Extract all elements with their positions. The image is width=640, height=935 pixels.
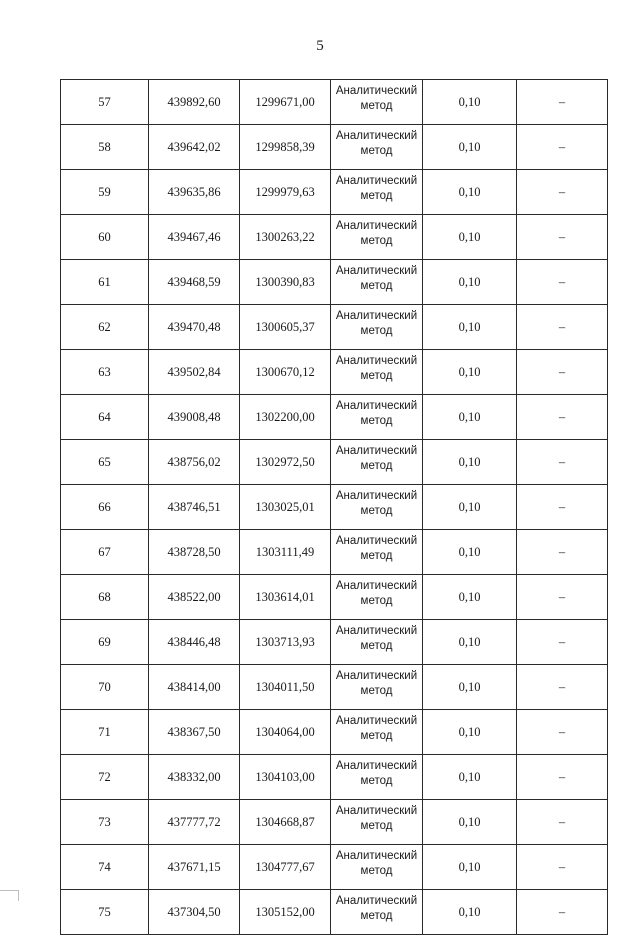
accuracy-cell: 0,10 (423, 800, 517, 845)
accuracy-cell: 0,10 (423, 890, 517, 935)
method-line-1: Аналитический (335, 355, 418, 367)
x-coordinate-cell: 438728,50 (149, 530, 240, 575)
point-number-cell: 75 (61, 890, 149, 935)
accuracy-cell: 0,10 (423, 845, 517, 890)
table-row (61, 395, 608, 440)
accuracy-cell: 0,10 (423, 170, 517, 215)
y-coordinate-cell: 1302972,50 (240, 440, 331, 485)
accuracy-cell: 0,10 (423, 125, 517, 170)
accuracy-cell: 0,10 (423, 575, 517, 620)
method-line-1: Аналитический (335, 265, 418, 277)
point-number-cell: 74 (61, 845, 149, 890)
note-cell: – (517, 215, 608, 260)
method-line-2: метод (360, 730, 393, 742)
method-line-1: Аналитический (335, 310, 418, 322)
point-number-cell: 57 (61, 80, 149, 125)
point-number-cell: 60 (61, 215, 149, 260)
note-cell: – (517, 890, 608, 935)
x-coordinate-cell: 439468,59 (149, 260, 240, 305)
method-line-1: Аналитический (335, 445, 418, 457)
x-coordinate-cell: 438522,00 (149, 575, 240, 620)
note-cell: – (517, 350, 608, 395)
x-coordinate-cell: 439502,84 (149, 350, 240, 395)
note-cell: – (517, 665, 608, 710)
accuracy-cell: 0,10 (423, 395, 517, 440)
y-coordinate-cell: 1302200,00 (240, 395, 331, 440)
method-line-2: метод (360, 460, 393, 472)
table-row (61, 575, 608, 620)
accuracy-cell: 0,10 (423, 755, 517, 800)
point-number-cell: 73 (61, 800, 149, 845)
method-cell (331, 350, 423, 395)
y-coordinate-cell: 1300263,22 (240, 215, 331, 260)
table-row (61, 170, 608, 215)
method-cell (331, 440, 423, 485)
method-cell (331, 755, 423, 800)
coordinates-table (60, 79, 608, 935)
x-coordinate-cell: 437304,50 (149, 890, 240, 935)
coordinates-table-body (61, 80, 608, 935)
point-number-cell: 68 (61, 575, 149, 620)
table-row (61, 80, 608, 125)
accuracy-cell: 0,10 (423, 305, 517, 350)
note-cell: – (517, 125, 608, 170)
point-number-cell: 62 (61, 305, 149, 350)
method-line-2: метод (360, 235, 393, 247)
method-line-1: Аналитический (335, 670, 418, 682)
x-coordinate-cell: 438332,00 (149, 755, 240, 800)
point-number-cell: 58 (61, 125, 149, 170)
y-coordinate-cell: 1300605,37 (240, 305, 331, 350)
method-cell (331, 485, 423, 530)
y-coordinate-cell: 1303111,49 (240, 530, 331, 575)
page-number: 5 (316, 38, 324, 54)
point-number-cell: 69 (61, 620, 149, 665)
accuracy-cell: 0,10 (423, 260, 517, 305)
table-row (61, 710, 608, 755)
accuracy-cell: 0,10 (423, 215, 517, 260)
note-cell: – (517, 575, 608, 620)
y-coordinate-cell: 1300670,12 (240, 350, 331, 395)
method-cell (331, 215, 423, 260)
note-cell: – (517, 485, 608, 530)
table-row (61, 440, 608, 485)
accuracy-cell: 0,10 (423, 80, 517, 125)
note-cell: – (517, 710, 608, 755)
x-coordinate-cell: 438367,50 (149, 710, 240, 755)
x-coordinate-cell: 438446,48 (149, 620, 240, 665)
table-row (61, 755, 608, 800)
method-cell (331, 710, 423, 755)
note-cell: – (517, 80, 608, 125)
y-coordinate-cell: 1300390,83 (240, 260, 331, 305)
method-line-1: Аналитический (335, 625, 418, 637)
note-cell: – (517, 845, 608, 890)
note-cell: – (517, 800, 608, 845)
y-coordinate-cell: 1304668,87 (240, 800, 331, 845)
method-line-1: Аналитический (335, 490, 418, 502)
method-line-1: Аналитический (335, 535, 418, 547)
table-row (61, 530, 608, 575)
method-line-2: метод (360, 325, 393, 337)
note-cell: – (517, 305, 608, 350)
method-cell (331, 395, 423, 440)
point-number-cell: 66 (61, 485, 149, 530)
method-line-2: метод (360, 865, 393, 877)
method-line-2: метод (360, 685, 393, 697)
method-line-1: Аналитический (335, 220, 418, 232)
method-line-2: метод (360, 370, 393, 382)
method-line-1: Аналитический (335, 130, 418, 142)
table-row (61, 800, 608, 845)
method-line-1: Аналитический (335, 580, 418, 592)
x-coordinate-cell: 437671,15 (149, 845, 240, 890)
table-row (61, 125, 608, 170)
y-coordinate-cell: 1304064,00 (240, 710, 331, 755)
accuracy-cell: 0,10 (423, 710, 517, 755)
y-coordinate-cell: 1303614,01 (240, 575, 331, 620)
table-row (61, 620, 608, 665)
method-cell (331, 620, 423, 665)
x-coordinate-cell: 439467,46 (149, 215, 240, 260)
point-number-cell: 64 (61, 395, 149, 440)
table-row (61, 665, 608, 710)
method-line-2: метод (360, 145, 393, 157)
method-line-2: метод (360, 280, 393, 292)
y-coordinate-cell: 1304777,67 (240, 845, 331, 890)
y-coordinate-cell: 1304011,50 (240, 665, 331, 710)
method-cell (331, 125, 423, 170)
table-row (61, 350, 608, 395)
x-coordinate-cell: 439892,60 (149, 80, 240, 125)
x-coordinate-cell: 439008,48 (149, 395, 240, 440)
y-coordinate-cell: 1299671,00 (240, 80, 331, 125)
method-line-1: Аналитический (335, 85, 418, 97)
method-line-2: метод (360, 910, 393, 922)
accuracy-cell: 0,10 (423, 440, 517, 485)
method-line-2: метод (360, 505, 393, 517)
method-line-1: Аналитический (335, 760, 418, 772)
table-row (61, 890, 608, 935)
point-number-cell: 63 (61, 350, 149, 395)
method-line-2: метод (360, 640, 393, 652)
accuracy-cell: 0,10 (423, 350, 517, 395)
method-cell (331, 260, 423, 305)
point-number-cell: 61 (61, 260, 149, 305)
point-number-cell: 65 (61, 440, 149, 485)
note-cell: – (517, 755, 608, 800)
point-number-cell: 72 (61, 755, 149, 800)
method-line-2: метод (360, 775, 393, 787)
x-coordinate-cell: 438414,00 (149, 665, 240, 710)
method-cell (331, 170, 423, 215)
y-coordinate-cell: 1299979,63 (240, 170, 331, 215)
accuracy-cell: 0,10 (423, 665, 517, 710)
x-coordinate-cell: 439470,48 (149, 305, 240, 350)
x-coordinate-cell: 438746,51 (149, 485, 240, 530)
table-row (61, 260, 608, 305)
y-coordinate-cell: 1305152,00 (240, 890, 331, 935)
method-line-1: Аналитический (335, 715, 418, 727)
method-cell (331, 800, 423, 845)
x-coordinate-cell: 439635,86 (149, 170, 240, 215)
point-number-cell: 67 (61, 530, 149, 575)
method-line-1: Аналитический (335, 850, 418, 862)
scan-corner-mark (0, 890, 19, 901)
x-coordinate-cell: 438756,02 (149, 440, 240, 485)
method-line-1: Аналитический (335, 895, 418, 907)
note-cell: – (517, 620, 608, 665)
method-cell (331, 530, 423, 575)
method-cell (331, 665, 423, 710)
point-number-cell: 71 (61, 710, 149, 755)
accuracy-cell: 0,10 (423, 485, 517, 530)
y-coordinate-cell: 1299858,39 (240, 125, 331, 170)
method-line-2: метод (360, 190, 393, 202)
method-cell (331, 890, 423, 935)
method-line-2: метод (360, 550, 393, 562)
accuracy-cell: 0,10 (423, 620, 517, 665)
table-row (61, 215, 608, 260)
method-line-2: метод (360, 595, 393, 607)
method-line-2: метод (360, 820, 393, 832)
table-row (61, 845, 608, 890)
y-coordinate-cell: 1303713,93 (240, 620, 331, 665)
point-number-cell: 59 (61, 170, 149, 215)
method-line-1: Аналитический (335, 175, 418, 187)
note-cell: – (517, 260, 608, 305)
note-cell: – (517, 395, 608, 440)
x-coordinate-cell: 439642,02 (149, 125, 240, 170)
table-row (61, 305, 608, 350)
note-cell: – (517, 170, 608, 215)
method-line-2: метод (360, 415, 393, 427)
note-cell: – (517, 440, 608, 485)
method-line-1: Аналитический (335, 400, 418, 412)
method-cell (331, 575, 423, 620)
note-cell: – (517, 530, 608, 575)
method-cell (331, 80, 423, 125)
y-coordinate-cell: 1304103,00 (240, 755, 331, 800)
method-cell (331, 845, 423, 890)
method-line-2: метод (360, 100, 393, 112)
point-number-cell: 70 (61, 665, 149, 710)
y-coordinate-cell: 1303025,01 (240, 485, 331, 530)
x-coordinate-cell: 437777,72 (149, 800, 240, 845)
method-cell (331, 305, 423, 350)
accuracy-cell: 0,10 (423, 530, 517, 575)
table-row (61, 485, 608, 530)
method-line-1: Аналитический (335, 805, 418, 817)
